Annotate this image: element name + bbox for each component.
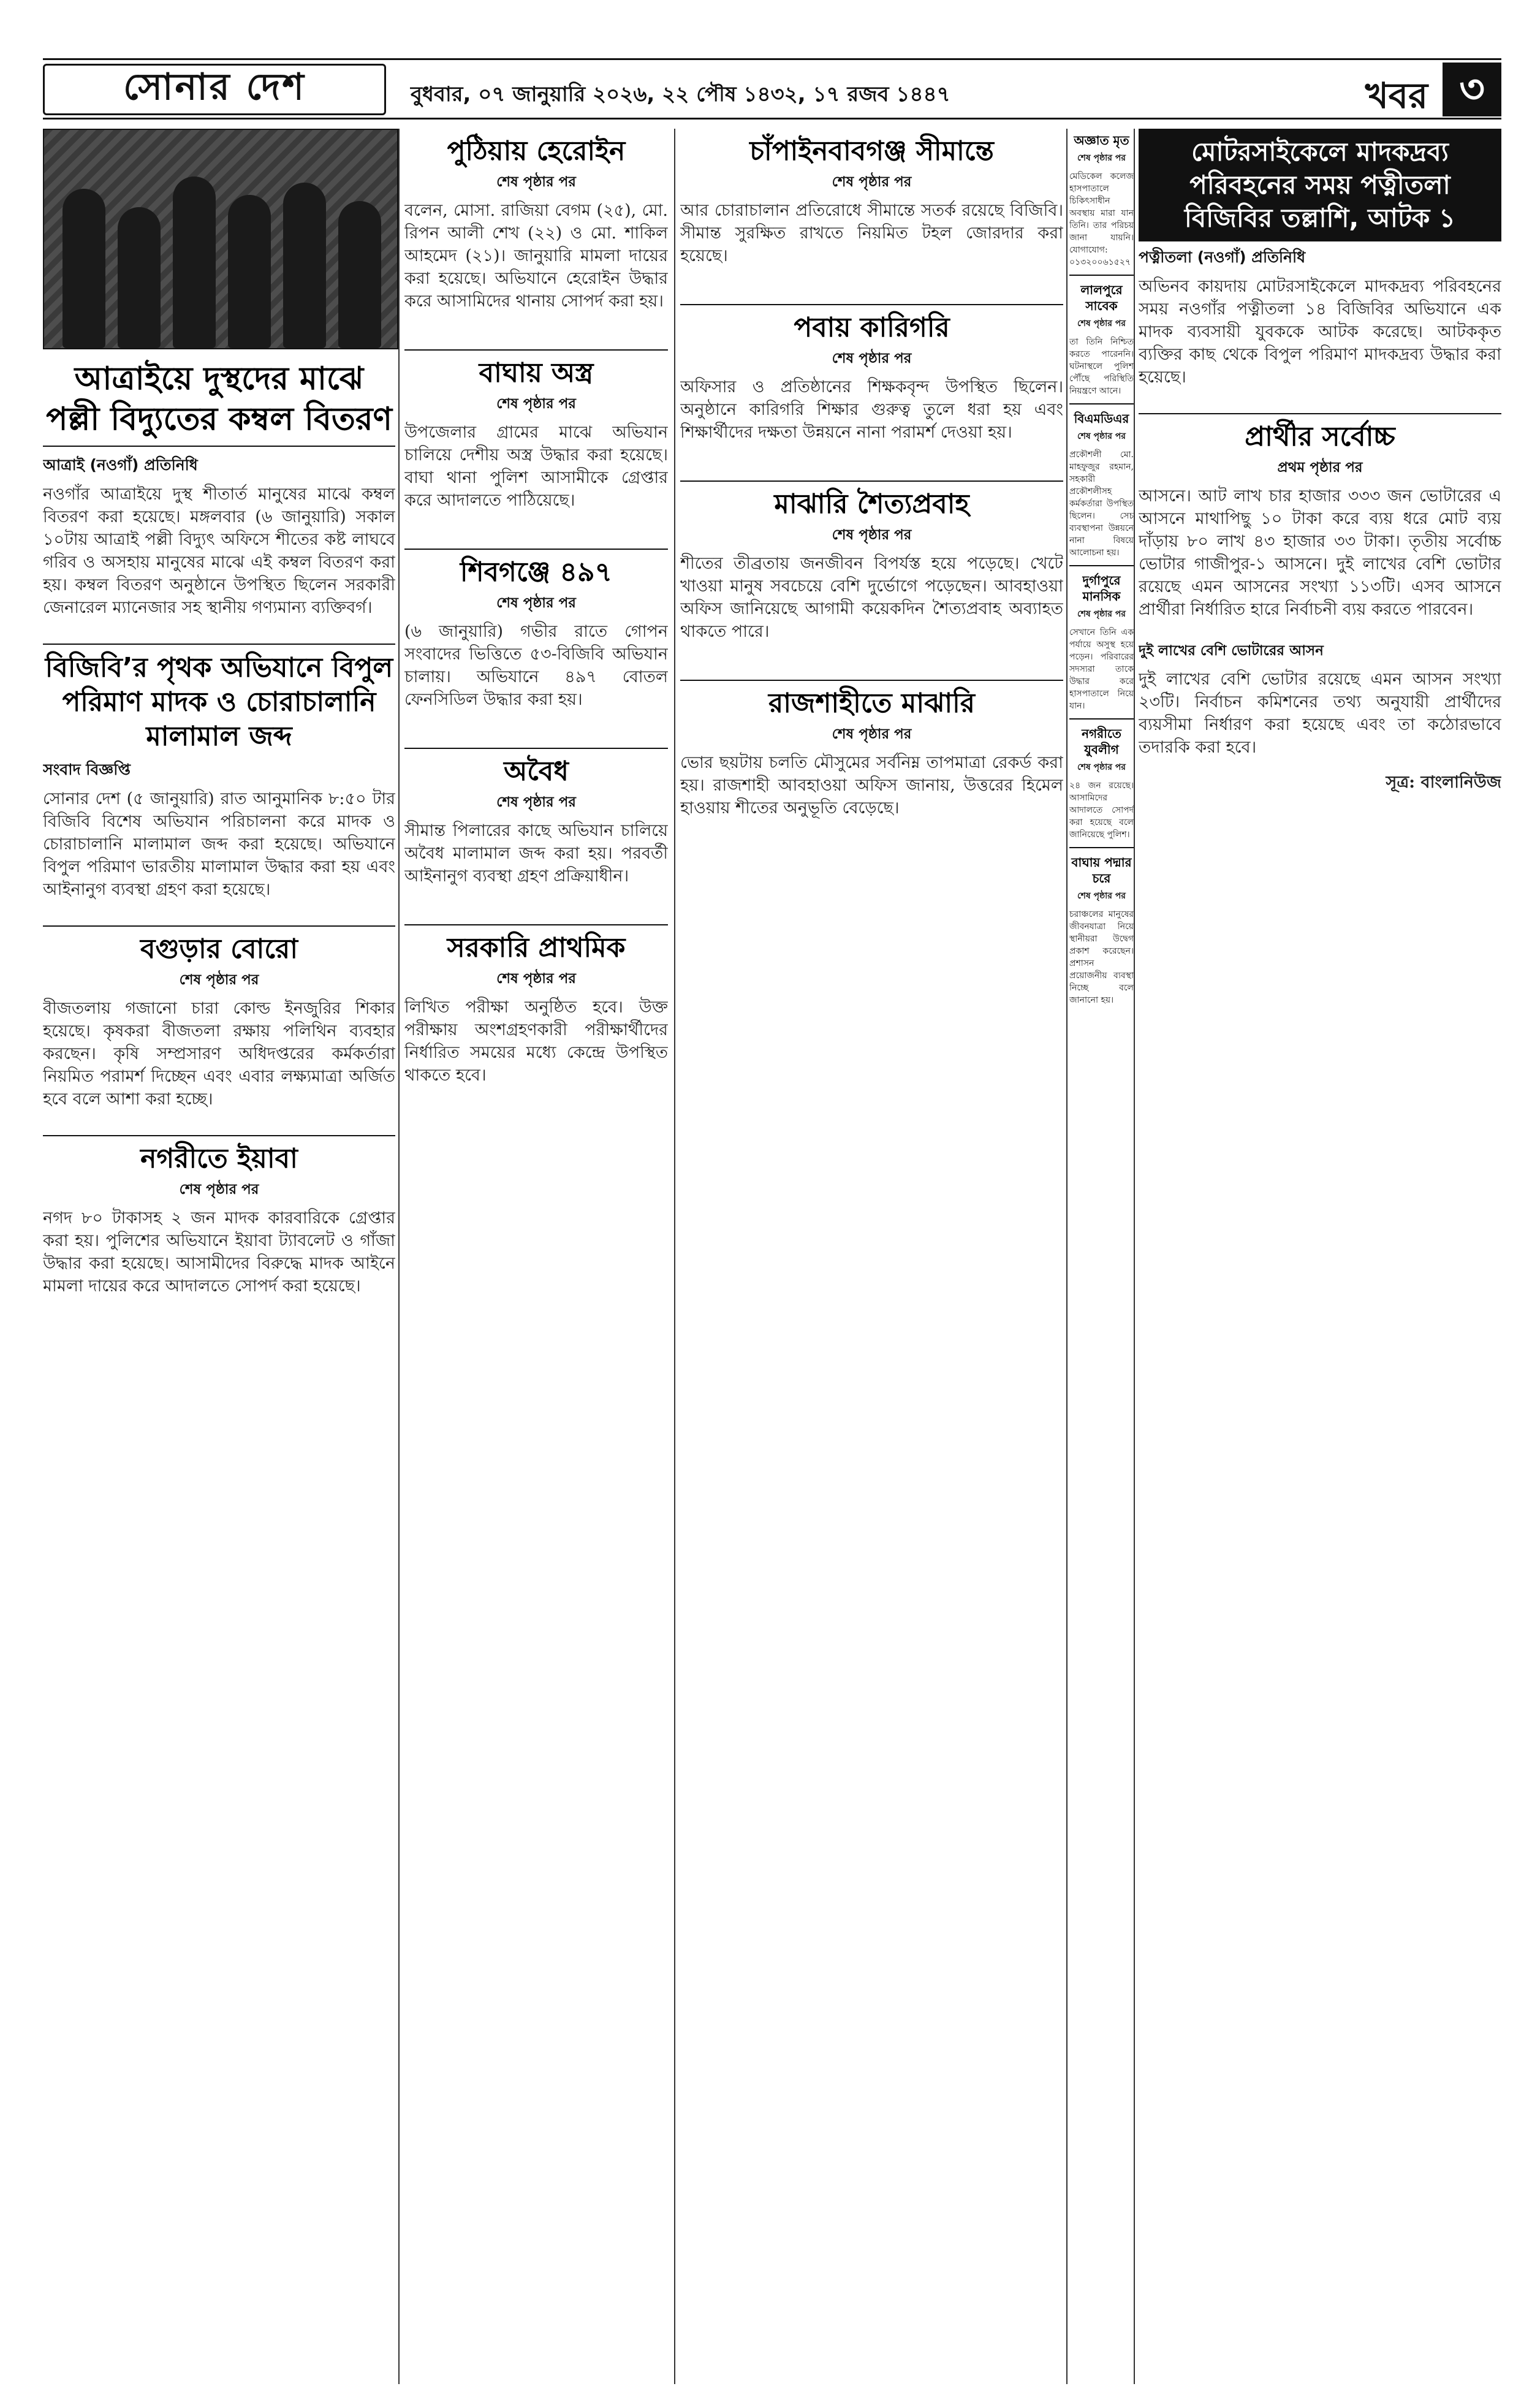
article-body: চরাঞ্চলের মানুষের জীবনযাত্রা নিয়ে স্থানীয়রা উদ্বেগ প্রকাশ করেছেন। প্রশাসন প্রয়োজনীয় ব্যবস্থা নিচ্ছে বলে জানানো হয়। [1069, 910, 1134, 1005]
column-divider [398, 129, 400, 2384]
article-headline: অজ্ঞাত মৃত [1074, 133, 1129, 148]
article-body: নওগাঁর আত্রাইয়ে দুস্থ শীতার্ত মানুষের মাঝে কম্বল বিতরণ করা হয়েছে। মঙ্গলবার (৬ জানুয়ারি) সকাল ১০টায় আত্রাই পল্লী বিদ্যুৎ অফিসে শীতের কষ্ট লাঘবে গরিব ও অসহায় মানুষের মাঝে এই কম্বল বিতরণ করা হয়। কম্বল বিতরণ অনুষ্ঠানে উপস্থিত ছিলেন সরকারী জেনারেল ম্যানেজার সহ স্থানীয় গণ্যমান্য ব্যক্তিবর্গ। [43, 485, 395, 617]
byline: পত্নীতলা (নওগাঁ) প্রতিনিধি [1139, 248, 1306, 266]
section-title: খবর [1365, 75, 1428, 116]
article-headline: দুর্গাপুরে মানসিক [1082, 573, 1121, 604]
article-headline: প্রার্থীর সর্বোচ্চ [1245, 421, 1395, 452]
continuation-note: শেষ পৃষ্ঠার পর [1077, 609, 1126, 619]
continuation-note: শেষ পৃষ্ঠার পর [496, 794, 576, 810]
article-body: (৬ জানুয়ারি) গভীর রাতে গোপন সংবাদের ভিত্তিতে ৫৩-বিজিবি অভিযান চালায়। অভিযানে ৪৯৭ বোতল ফেনসিডিল উদ্ধার করা হয়। [404, 622, 668, 709]
continuation-note: শেষ পৃষ্ঠার পর [496, 595, 576, 611]
column-3 [680, 129, 1063, 2384]
column-4 [1069, 129, 1134, 2384]
article-body: উপজেলার গ্রামের মাঝে অভিযান চালিয়ে দেশীয় অস্ত্র উদ্ধার করা হয়েছে। বাঘা থানা পুলিশ আসামীকে গ্রেপ্তার করে আদালতে পাঠিয়েছে। [404, 423, 668, 510]
article-body: অভিনব কায়দায় মোটরসাইকেলে মাদকদ্রব্য পরিবহনের সময় নওগাঁর পত্নীতলা ১৪ বিজিবির অভিযানে এক মাদক ব্যবসায়ী যুবককে আটক করেছে। আটককৃত ব্যক্তির কাছ থেকে বিপুল পরিমাণ মাদকদ্রব্য উদ্ধার করা হয়েছে। [1139, 277, 1501, 387]
continuation-note: শেষ পৃষ্ঠার পর [1077, 153, 1126, 163]
article-body: মেডিকেল কলেজ হাসপাতালে চিকিৎসাধীন অবস্থায় মারা যান তিনি। তার পরিচয় জানা যায়নি। যোগাযোগ: ০১৩২০০৬১৫২৭ [1069, 172, 1134, 267]
issue-date: বুধবার, ০৭ জানুয়ারি ২০২৬, ২২ পৌষ ১৪৩২, ১৭ রজব ১৪৪৭ [411, 82, 950, 107]
article-headline: নগরীতে ইয়াবা [140, 1143, 298, 1174]
article-headline: লালপুরে সাবেক [1080, 283, 1123, 313]
article-body: লিখিত পরীক্ষা অনুষ্ঠিত হবে। উক্ত পরীক্ষায় অংশগ্রহণকারী পরীক্ষার্থীদের নির্ধারিত সময়ের মধ্যে কেন্দ্রে উপস্থিত থাকতে হবে। [404, 998, 668, 1085]
article-headline: রাজশাহীতে মাঝারি [768, 688, 975, 719]
article-headline: নগরীতে যুবলীগ [1082, 726, 1121, 757]
continuation-note: শেষ পৃষ্ঠার পর [496, 396, 576, 412]
news-photo [43, 129, 398, 349]
continuation-note: শেষ পৃষ্ঠার পর [496, 971, 576, 987]
article-body: ভোর ছয়টায় চলতি মৌসুমের সর্বনিম্ন তাপমাত্রা রেকর্ড করা হয়। রাজশাহী আবহাওয়া অফিস জানায়, উত্তরের হিমেল হাওয়ায় শীতের অনুভূতি বেড়েছে। [680, 753, 1063, 818]
article-headline: চাঁপাইনবাবগঞ্জ সীমান্তে [749, 135, 994, 167]
continuation-note: শেষ পৃষ্ঠার পর [179, 972, 259, 988]
continuation-note: শেষ পৃষ্ঠার পর [179, 1182, 259, 1198]
continuation-note: শেষ পৃষ্ঠার পর [1077, 891, 1126, 901]
article-body: তা তিনি নিশ্চিত করতে পারেননি। ঘটনাস্থলে পুলিশ পৌঁছে পরিস্থিতি নিয়ন্ত্রণে আনে। [1069, 337, 1134, 396]
source-note: সূত্র: বাংলানিউজ [1386, 773, 1501, 792]
article-body: শীতের তীব্রতায় জনজীবন বিপর্যস্ত হয়ে পড়েছে। খেটে খাওয়া মানুষ সবচেয়ে বেশি দুর্ভোগে পড়েছেন। আবহাওয়া অফিস জানিয়েছে আগামী কয়েকদিন শৈত্যপ্রবাহ অব্যাহত থাকতে পারে। [680, 554, 1063, 641]
continuation-note: শেষ পৃষ্ঠার পর [832, 351, 912, 367]
article-headline: পুঠিয়ায় হেরোইন [447, 135, 626, 167]
continuation-note: শেষ পৃষ্ঠার পর [496, 174, 576, 190]
column-5 [1139, 129, 1501, 2384]
article-body: আর চোরাচালান প্রতিরোধে সীমান্তে সতর্ক রয়েছে বিজিবি। সীমান্ত সুরক্ষিত রাখতে নিয়মিত টহল জোরদার করা হয়েছে। [680, 201, 1063, 265]
article-headline: অবৈধ [504, 756, 569, 787]
lead-headline-box [1139, 129, 1501, 241]
continuation-note: প্রথম পৃষ্ঠার পর [1277, 460, 1363, 476]
continuation-note: শেষ পৃষ্ঠার পর [1077, 431, 1126, 441]
subheading: দুই লাখের বেশি ভোটারের আসন [1139, 643, 1324, 659]
column-1 [43, 359, 395, 2381]
newspaper-logo: সোনার দেশ [43, 64, 386, 115]
article-body: সীমান্ত পিলারের কাছে অভিযান চালিয়ে অবৈধ মালামাল জব্দ করা হয়। পরবর্তী আইনানুগ ব্যবস্থা গ্রহণ প্রক্রিয়াধীন। [404, 821, 668, 886]
column-divider [1134, 129, 1135, 2384]
continuation-note: শেষ পৃষ্ঠার পর [1077, 319, 1126, 329]
byline: আত্রাই (নওগাঁ) প্রতিনিধি [43, 456, 198, 474]
continuation-note: শেষ পৃষ্ঠার পর [832, 174, 912, 190]
article-body: বীজতলায় গজানো চারা কোল্ড ইনজুরির শিকার হয়েছে। কৃষকরা বীজতলা রক্ষায় পলিথিন ব্যবহার করছেন। কৃষি সম্প্রসারণ অধিদপ্তরের কর্মকর্তারা নিয়মিত পরামর্শ দিচ্ছেন এবং এবার লক্ষ্যমাত্রা অর্জিত হবে বলে আশা করা হচ্ছে। [43, 999, 395, 1109]
page-number: ৩ [1443, 63, 1501, 116]
continuation-note: শেষ পৃষ্ঠার পর [832, 726, 912, 742]
article-body: সেখানে তিনি এক পর্যায়ে অসুস্থ হয়ে পড়েন। পরিবারের সদস্যরা তাকে উদ্ধার করে হাসপাতালে নিয়ে যান। [1069, 628, 1134, 711]
article-body: নগদ ৮০ টাকাসহ ২ জন মাদক কারবারিকে গ্রেপ্তার করা হয়। পুলিশের অভিযানে ইয়াবা ট্যাবলেট ও গাঁজা উদ্ধার করা হয়েছে। আসামীদের বিরুদ্ধে মাদক আইনে মামলা দায়ের করে আদালতে সোপর্দ করা হয়েছে। [43, 1209, 395, 1296]
article-body: সোনার দেশ (৫ জানুয়ারি) রাত আনুমানিক ৮:৫০ টার বিজিবি বিশেষ অভিযান পরিচালনা করে মাদক ও চোরাচালানি মালামাল জব্দ করা হয়েছে। অভিযানে বিপুল পরিমাণ ভারতীয় মালামাল উদ্ধার করা হয় এবং আইনানুগ ব্যবস্থা গ্রহণ করা হয়েছে। [43, 789, 395, 899]
article-body: অফিসার ও প্রতিষ্ঠানের শিক্ষকবৃন্দ উপস্থিত ছিলেন। অনুষ্ঠানে কারিগরি শিক্ষার গুরুত্ব তুলে ধরা হয় এবং শিক্ষার্থীদের দক্ষতা উন্নয়নে নানা পরামর্শ দেওয়া হয়। [680, 378, 1063, 442]
article-headline: সরকারি প্রাথমিক [447, 932, 626, 963]
headline: বিজিবি’র পৃথক অভিযানে বিপুল পরিমাণ মাদক ও চোরাচালানি মালামাল জব্দ [45, 652, 393, 752]
byline: সংবাদ বিজ্ঞপ্তি [43, 761, 131, 778]
continuation-note: শেষ পৃষ্ঠার পর [1077, 762, 1126, 772]
article-headline: শিবগঞ্জে ৪৯৭ [460, 556, 613, 588]
article-headline: বিএমডিএর [1074, 411, 1129, 426]
masthead [43, 58, 1501, 120]
article-headline: পবায় কারিগরি [794, 312, 950, 343]
column-divider [1066, 129, 1067, 2384]
column-divider [674, 129, 675, 2384]
article-headline: বাঘায় পদ্মার চরে [1071, 855, 1132, 886]
headline: আত্রাইয়ে দুস্থদের মাঝে পল্লী বিদ্যুতের কম্বল বিতরণ [46, 360, 392, 438]
article-body: প্রকৌশলী মো. মাহফুজুর রহমান, সহকারী প্রকৌশলীসহ কর্মকর্তারা উপস্থিত ছিলেন। সেচ ব্যবস্থাপনা উন্নয়নে নানা বিষয়ে আলোচনা হয়। [1069, 450, 1134, 558]
article-body: ২৪ জন রয়েছে। আসামিদের আদালতে সোপর্দ করা হয়েছে বলে জানিয়েছে পুলিশ। [1069, 781, 1134, 840]
continuation-note: শেষ পৃষ্ঠার পর [832, 527, 912, 543]
article-headline: বাঘায় অস্ত্র [479, 357, 594, 389]
headline: মোটরসাইকেলে মাদকদ্রব্য পরিবহনের সময় পত্নীতলা বিজিবির তল্লাশি, আটক ১ [1184, 137, 1456, 233]
article-body: আসনে। আট লাখ চার হাজার ৩৩৩ জন ভোটারের এ আসনে মাথাপিছু ১০ টাকা করে ব্যয় ধরে মোট ব্যয় দাঁড়ায় ৮০ লাখ ৪৩ হাজার ৩৩ টাকা। তৃতীয় সর্বোচ্চ ভোটার গাজীপুর-১ আসনে। দুই লাখের বেশি ভোটার রয়েছে এমন আসনের সংখ্যা ১১৩টি। এসব আসনে প্রার্থীরা নির্ধারিত হারে নির্বাচনী ব্যয় করতে পারবেন। [1139, 487, 1501, 619]
article-headline: বগুড়ার বোরো [140, 933, 298, 965]
article-body: বলেন, মোসা. রাজিয়া বেগম (২৫), মো. রিপন আলী শেখ (২২) ও মো. শাকিল আহমেদ (২১)। জানুয়ারি মামলা দায়ের করা হয়েছে। অভিযানে হেরোইন উদ্ধার করে আসামিদের থানায় সোপর্দ করা হয়। [404, 201, 668, 311]
article-headline: মাঝারি শৈত্যপ্রবাহ [774, 488, 969, 520]
column-2 [404, 129, 668, 2384]
article-body: দুই লাখের বেশি ভোটার রয়েছে এমন আসন সংখ্যা ২৩টি। নির্বাচন কমিশনের তথ্য অনুযায়ী প্রার্থীদের ব্যয়সীমা নির্ধারণ করা হয়েছে এবং তা কঠোরভাবে তদারকি করা হবে। [1139, 670, 1501, 757]
